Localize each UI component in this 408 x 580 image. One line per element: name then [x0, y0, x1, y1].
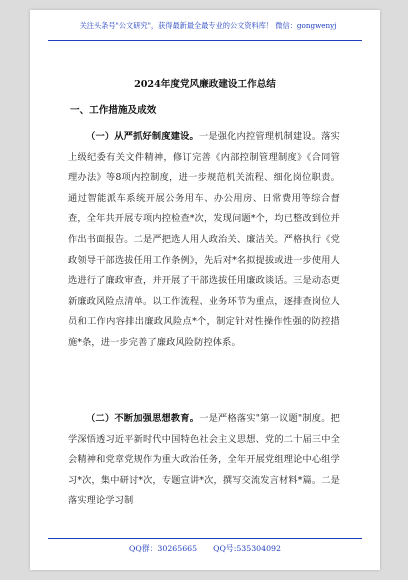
header-note: 关注头条号"公文研究"，获得最新最全最专业的公文资料库！ 微信：gongwenyj [79, 21, 337, 30]
paragraph-2-lead: （二）不断加强思想教育。 [86, 413, 200, 424]
paragraph-2-body: 一是严格落实"第一议题"制度。把学深悟透习近平新时代中国特色社会主义思想、党的二十届三中全会精神和党章党规作为重大政治任务，全年开展党组理论中心组学习*次，集中研讨*次，专题宣讲*次，撰写交流发言材料*篇。二是落实理论学习制 [68, 413, 340, 507]
footer-qq-group: QQ群：30265665 [129, 544, 198, 553]
paragraph-1-body: 一是强化内控管理机制建设。落实上级纪委有关文件精神，修订完善《内部控制管理制度》《合同管理办法》等8项内控制度，进一步规范机关流程、细化岗位职责。通过智能派车系统开展公务用车、办公用房、日常费用等综合督查，全年共开展专项内控检查*次，发现问题*个，均已整改到位并作出书面报告。二是严把选人用人政治关、廉洁关。严格执行《党政领导干部选拔任用工作条例》，先后对*名拟提拔或进一步使用人选进行了廉政审查，并开展了干部选拔任用廉政谈话。三是动态更新廉政风险点清单。以工作流程、业务环节为重点，逐排查岗位人员和工作内容排出廉政风险点*个，制定针对性操作性强的防控措施*条，进一步完善了廉政风险防控体系。 [68, 131, 340, 348]
footer-divider [48, 538, 362, 539]
header-divider [48, 40, 362, 41]
paragraph-1 [68, 127, 340, 354]
footer-qq-number: QQ号:535304092 [213, 544, 281, 553]
document-page [30, 10, 380, 570]
section-heading: 一、工作措施及成效 [70, 105, 157, 116]
footer-note [30, 543, 380, 554]
document-title: 2024年度党风廉政建设工作总结 [134, 79, 276, 90]
paragraph-2 [68, 409, 340, 512]
paragraph-1-lead: （一）从严抓好制度建设。 [86, 131, 199, 142]
